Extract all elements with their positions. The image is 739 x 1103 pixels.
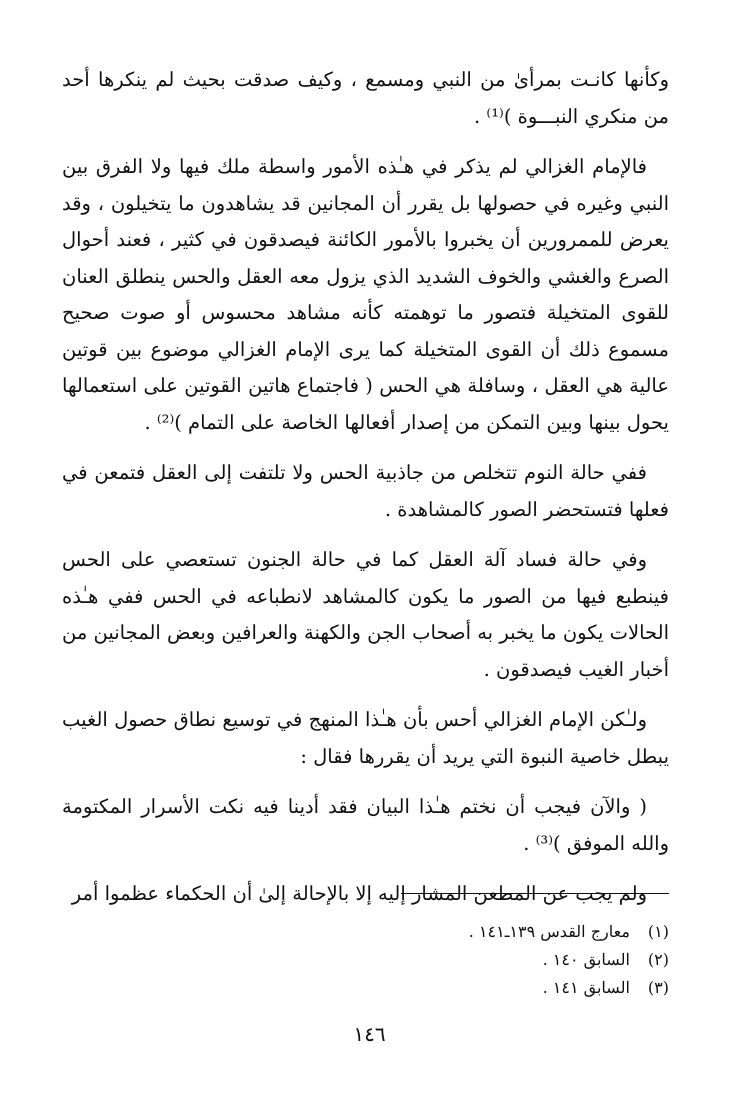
footnote-3 — [249, 974, 669, 1002]
paragraph-7: ولم يجب عن المطعن المشار إليه إلا بالإحالة إلىٰ أن الحكماء عظموا أمر — [71, 882, 647, 905]
footnote-number: (٢) — [647, 950, 669, 969]
footnote-1 — [249, 918, 669, 946]
footnote-text: السابق ١٤٠ . — [542, 950, 630, 969]
page-number: ١٤٦ — [353, 1022, 386, 1046]
paragraph-4: وفي حالة فساد آلة العقل كما في حالة الجنون تستعصي على الحس فينطبع فيها من الصور ما يكون كالمشاهد لانطباعه في الحس ففي هـٰذه الحالات يكون ما يخبر به أصحاب الجن والكهنة والعرافين وبعض المجانين من أخبار الغيب فيصدقون . — [62, 548, 669, 681]
paragraph-6: ( والآن فيجب أن نختم هـٰذا البيان فقد أدينا فيه نكت الأسرار المكتومة والله الموفق )⁽³⁾ . — [62, 795, 669, 855]
paragraph-1: وكأنها كانـت بمرأىٰ من النبي ومسمع ، وكيف صدقت بحيث لم ينكرها أحد من منكري النبـــوة )⁽¹⁾ . — [62, 68, 669, 128]
footnote-divider — [401, 893, 669, 894]
footnote-text: السابق ١٤١ . — [542, 978, 630, 997]
paragraph-3: ففي حالة النوم تتخلص من جاذبية الحس ولا تلتفت إلى العقل فتمعن في فعلها فتستحضر الصور كالمشاهدة . — [62, 461, 669, 521]
footnote-2 — [249, 946, 669, 974]
footnotes — [249, 918, 669, 1002]
footnote-number: (٣) — [647, 978, 669, 997]
footnote-text: معارج القدس ١٣٩ـ١٤١ . — [468, 922, 630, 941]
paragraph-5: ولـٰكن الإمام الغزالي أحس بأن هـٰذا المنهج في توسيع نطاق حصول الغيب يبطل خاصية النبوة التي يريد أن يقررها فقال : — [62, 708, 669, 768]
footnote-number: (١) — [647, 922, 669, 941]
paragraph-2: فالإمام الغزالي لم يذكر في هـٰذه الأمور واسطة ملك فيها ولا الفرق بين النبي وغيره في حصولها بل يقرر أن المجانين قد يشاهدون ما يتخيلون ، وقد يعرض للممرورين أن يخبروا بالأمور الكائنة فيصدقون في كثير ، فعند أحوال الصرع والغشي والخوف الشديد الذي يزول معه العقل والحس ينطلق العنان للقوى المتخيلة فتصور ما توهمته كأنه مشاهد محسوس أو صوت صحيح مسموع ذلك أن القوى المتخيلة كما يرى الإمام الغزالي موضوع بين قوتين عالية هي العقل ، وسافلة هي الحس ( فاجتماع هاتين القوتين على استعمالها يحول بينها وبين التمكن من إصدار أفعالها الخاصة على التمام )⁽²⁾ . — [62, 155, 669, 434]
